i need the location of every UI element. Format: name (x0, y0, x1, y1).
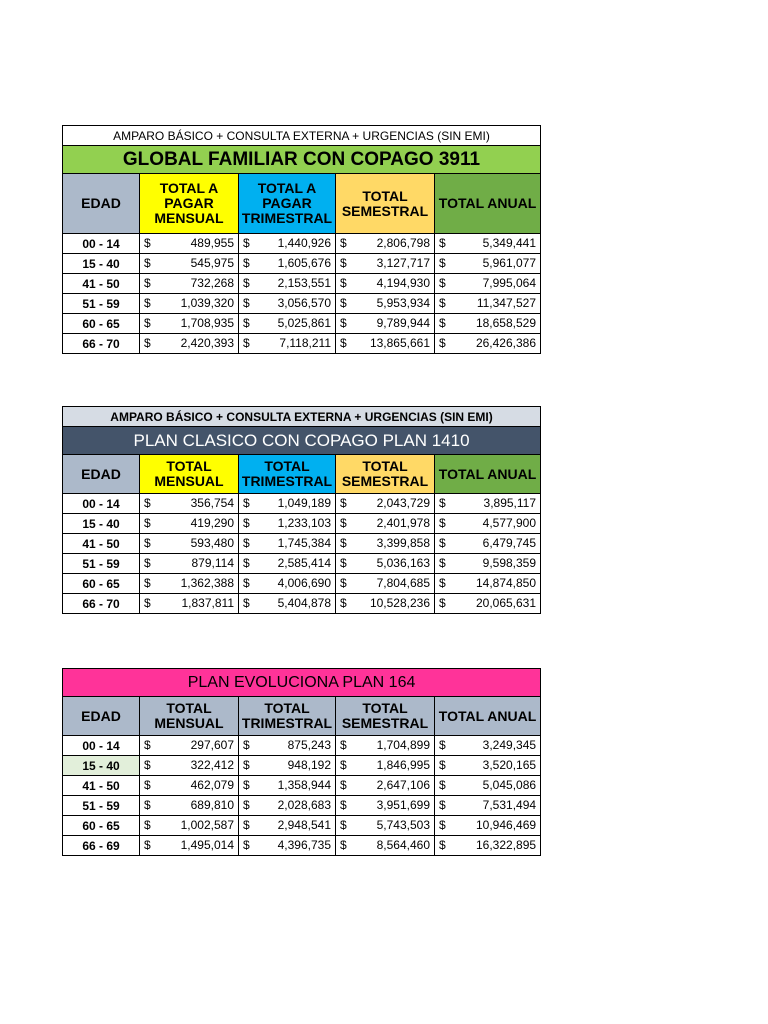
trimestral-cell (239, 514, 336, 534)
table-row (63, 314, 541, 334)
trimestral-cell (239, 756, 336, 776)
anual-value: 6,479,745 (482, 536, 537, 550)
currency-symbol: $ (243, 838, 250, 852)
trimestral-value: 1,745,384 (277, 536, 331, 550)
anual-cell (435, 294, 541, 314)
currency-symbol: $ (439, 236, 446, 250)
currency-symbol: $ (340, 576, 347, 590)
mensual-value: 1,708,935 (180, 316, 234, 330)
age-range-cell: 51 - 59 (63, 796, 140, 816)
anual-cell (435, 796, 541, 816)
mensual-value: 879,114 (191, 556, 234, 570)
currency-symbol: $ (144, 496, 151, 510)
header-mensual: TOTAL MENSUAL (140, 697, 239, 736)
currency-symbol: $ (340, 516, 347, 530)
currency-symbol: $ (243, 778, 250, 792)
anual-value: 5,045,086 (482, 778, 537, 792)
header-trimestral: TOTAL A PAGAR TRIMESTRAL (239, 174, 336, 234)
table-row (63, 796, 541, 816)
currency-symbol: $ (243, 516, 250, 530)
mensual-value: 689,810 (190, 798, 234, 812)
mensual-cell (140, 776, 239, 796)
table-row (63, 816, 541, 836)
trimestral-cell (239, 836, 336, 856)
mensual-cell (140, 796, 239, 816)
mensual-value: 1,039,320 (180, 296, 234, 310)
age-range-cell: 51 - 59 (63, 554, 140, 574)
header-anual: TOTAL ANUAL (435, 697, 541, 736)
age-range-cell: 15 - 40 (63, 514, 140, 534)
currency-symbol: $ (243, 536, 250, 550)
trimestral-value: 2,585,414 (277, 556, 331, 570)
mensual-cell (140, 494, 239, 514)
header-edad: EDAD (63, 455, 140, 494)
table-row (63, 554, 541, 574)
anual-value: 4,577,900 (482, 516, 537, 530)
currency-symbol: $ (439, 576, 446, 590)
currency-symbol: $ (243, 798, 250, 812)
mensual-value: 1,837,811 (181, 596, 234, 610)
header-trimestral: TOTAL TRIMESTRAL (239, 697, 336, 736)
mensual-value: 322,412 (190, 758, 234, 772)
table-row (63, 494, 541, 514)
anual-value: 20,065,631 (475, 596, 537, 610)
mensual-cell (140, 756, 239, 776)
anual-value: 3,520,165 (482, 758, 537, 772)
trimestral-value: 2,948,541 (277, 818, 331, 832)
semestral-cell (336, 594, 435, 614)
semestral-cell (336, 294, 435, 314)
table-row (63, 254, 541, 274)
mensual-cell (140, 554, 239, 574)
anual-cell (435, 274, 541, 294)
currency-symbol: $ (340, 758, 347, 772)
currency-symbol: $ (243, 576, 250, 590)
table-body (63, 736, 541, 856)
age-range-cell: 00 - 14 (63, 234, 140, 254)
trimestral-cell (239, 274, 336, 294)
currency-symbol: $ (340, 296, 347, 310)
anual-value: 18,658,529 (475, 316, 537, 330)
currency-symbol: $ (340, 276, 347, 290)
age-range-cell: 41 - 50 (63, 534, 140, 554)
mensual-cell (140, 574, 239, 594)
header-mensual: TOTAL A PAGAR MENSUAL (140, 174, 239, 234)
currency-symbol: $ (340, 596, 347, 610)
anual-value: 3,895,117 (483, 496, 537, 510)
semestral-value: 5,036,163 (376, 556, 430, 570)
semestral-cell (336, 736, 435, 756)
mensual-value: 489,955 (190, 236, 234, 250)
mensual-cell (140, 816, 239, 836)
currency-symbol: $ (340, 496, 347, 510)
plan-title: PLAN EVOLUCIONA PLAN 164 (63, 669, 541, 697)
currency-symbol: $ (144, 778, 151, 792)
plan-evoluciona-block (62, 668, 540, 856)
currency-symbol: $ (439, 778, 446, 792)
semestral-value: 3,127,717 (376, 256, 430, 270)
age-range-cell: 00 - 14 (63, 494, 140, 514)
semestral-value: 8,564,460 (376, 838, 430, 852)
currency-symbol: $ (243, 596, 250, 610)
semestral-value: 2,401,978 (376, 516, 430, 530)
mensual-cell (140, 334, 239, 354)
age-range-cell: 00 - 14 (63, 736, 140, 756)
currency-symbol: $ (340, 556, 347, 570)
trimestral-value: 948,192 (287, 758, 331, 772)
trimestral-cell (239, 254, 336, 274)
currency-symbol: $ (439, 758, 446, 772)
header-edad: EDAD (63, 174, 140, 234)
semestral-value: 9,789,944 (376, 316, 430, 330)
anual-cell (435, 314, 541, 334)
trimestral-value: 2,028,683 (277, 798, 331, 812)
plan-subtitle: AMPARO BÁSICO + CONSULTA EXTERNA + URGENCIAS (SIN EMI) (63, 126, 541, 146)
semestral-cell (336, 776, 435, 796)
currency-symbol: $ (243, 496, 250, 510)
table-row (63, 736, 541, 756)
table-header-row (63, 697, 541, 736)
currency-symbol: $ (144, 276, 151, 290)
currency-symbol: $ (243, 556, 250, 570)
mensual-value: 1,495,014 (180, 838, 234, 852)
currency-symbol: $ (340, 336, 347, 350)
semestral-cell (336, 796, 435, 816)
currency-symbol: $ (340, 818, 347, 832)
table-row (63, 836, 541, 856)
anual-value: 10,946,469 (476, 818, 537, 832)
anual-value: 3,249,345 (482, 738, 537, 752)
semestral-value: 13,865,661 (369, 336, 430, 350)
age-range-cell: 15 - 40 (63, 756, 140, 776)
currency-symbol: $ (144, 316, 151, 330)
anual-cell (435, 534, 541, 554)
age-range-cell: 66 - 70 (63, 334, 140, 354)
currency-symbol: $ (439, 516, 446, 530)
plan-subtitle: AMPARO BÁSICO + CONSULTA EXTERNA + URGENCIAS (SIN EMI) (63, 407, 541, 427)
anual-value: 14,874,850 (475, 576, 537, 590)
anual-value: 5,961,077 (482, 256, 537, 270)
age-range-cell: 15 - 40 (63, 254, 140, 274)
table-row (63, 534, 541, 554)
currency-symbol: $ (439, 316, 446, 330)
mensual-cell (140, 294, 239, 314)
table-row (63, 274, 541, 294)
semestral-value: 1,704,899 (376, 738, 430, 752)
header-mensual: TOTAL MENSUAL (140, 455, 239, 494)
semestral-value: 4,194,930 (376, 276, 430, 290)
trimestral-cell (239, 294, 336, 314)
trimestral-cell (239, 574, 336, 594)
semestral-value: 7,804,685 (376, 576, 430, 590)
mensual-value: 2,420,393 (180, 336, 234, 350)
currency-symbol: $ (243, 256, 250, 270)
table-header-row (63, 174, 541, 234)
anual-value: 16,322,895 (476, 838, 537, 852)
trimestral-cell (239, 816, 336, 836)
semestral-cell (336, 534, 435, 554)
plan-global-familiar-block (62, 125, 540, 354)
age-range-cell: 60 - 65 (63, 314, 140, 334)
anual-cell (435, 816, 541, 836)
currency-symbol: $ (439, 556, 446, 570)
currency-symbol: $ (144, 576, 151, 590)
currency-symbol: $ (439, 738, 446, 752)
semestral-cell (336, 554, 435, 574)
mensual-cell (140, 736, 239, 756)
table-body (63, 234, 541, 354)
age-range-cell: 60 - 65 (63, 816, 140, 836)
mensual-value: 297,607 (190, 738, 234, 752)
trimestral-cell (239, 554, 336, 574)
mensual-cell (140, 514, 239, 534)
mensual-value: 462,079 (190, 778, 234, 792)
anual-value: 7,531,494 (482, 798, 537, 812)
plan-title: GLOBAL FAMILIAR CON COPAGO 3911 (63, 146, 541, 174)
semestral-value: 3,399,858 (376, 536, 430, 550)
currency-symbol: $ (144, 516, 151, 530)
semestral-cell (336, 234, 435, 254)
trimestral-cell (239, 796, 336, 816)
semestral-cell (336, 254, 435, 274)
currency-symbol: $ (144, 758, 151, 772)
currency-symbol: $ (144, 336, 151, 350)
anual-cell (435, 254, 541, 274)
header-semestral: TOTAL SEMESTRAL (336, 174, 435, 234)
semestral-value: 5,743,503 (376, 818, 430, 832)
trimestral-cell (239, 314, 336, 334)
mensual-value: 1,002,587 (180, 818, 234, 832)
trimestral-value: 1,049,189 (277, 496, 331, 510)
anual-value: 5,349,441 (482, 236, 537, 250)
age-range-cell: 66 - 69 (63, 836, 140, 856)
mensual-cell (140, 836, 239, 856)
anual-cell (435, 776, 541, 796)
anual-cell (435, 836, 541, 856)
trimestral-cell (239, 234, 336, 254)
currency-symbol: $ (243, 758, 250, 772)
semestral-value: 2,647,106 (376, 778, 430, 792)
currency-symbol: $ (144, 596, 151, 610)
currency-symbol: $ (439, 536, 446, 550)
mensual-value: 356,754 (190, 496, 234, 510)
trimestral-value: 5,025,861 (277, 316, 331, 330)
mensual-value: 545,975 (190, 256, 234, 270)
mensual-cell (140, 234, 239, 254)
currency-symbol: $ (439, 256, 446, 270)
currency-symbol: $ (144, 256, 151, 270)
semestral-cell (336, 514, 435, 534)
semestral-cell (336, 314, 435, 334)
anual-cell (435, 574, 541, 594)
table-row (63, 334, 541, 354)
semestral-value: 5,953,934 (376, 296, 430, 310)
trimestral-cell (239, 334, 336, 354)
mensual-value: 732,268 (190, 276, 234, 290)
mensual-cell (140, 594, 239, 614)
semestral-value: 10,528,236 (369, 596, 430, 610)
table-header-row (63, 455, 541, 494)
anual-cell (435, 554, 541, 574)
currency-symbol: $ (340, 778, 347, 792)
anual-cell (435, 494, 541, 514)
currency-symbol: $ (439, 336, 446, 350)
anual-cell (435, 736, 541, 756)
age-range-cell: 41 - 50 (63, 776, 140, 796)
trimestral-value: 5,404,878 (277, 596, 331, 610)
mensual-value: 1,362,388 (180, 576, 234, 590)
semestral-cell (336, 756, 435, 776)
trimestral-cell (239, 736, 336, 756)
currency-symbol: $ (439, 818, 446, 832)
currency-symbol: $ (144, 556, 151, 570)
anual-value: 7,995,064 (482, 276, 537, 290)
currency-symbol: $ (144, 838, 151, 852)
plan-table (62, 406, 541, 614)
trimestral-cell (239, 494, 336, 514)
anual-cell (435, 234, 541, 254)
plan-clasico-block (62, 406, 540, 614)
currency-symbol: $ (144, 236, 151, 250)
trimestral-value: 1,358,944 (277, 778, 331, 792)
currency-symbol: $ (439, 798, 446, 812)
trimestral-cell (239, 534, 336, 554)
trimestral-value: 4,396,735 (277, 838, 331, 852)
table-row (63, 756, 541, 776)
trimestral-value: 875,243 (287, 738, 331, 752)
currency-symbol: $ (243, 296, 250, 310)
semestral-value: 3,951,699 (376, 798, 430, 812)
trimestral-cell (239, 776, 336, 796)
currency-symbol: $ (144, 296, 151, 310)
anual-value: 9,598,359 (482, 556, 537, 570)
currency-symbol: $ (243, 818, 250, 832)
table-body (63, 494, 541, 614)
currency-symbol: $ (340, 256, 347, 270)
semestral-cell (336, 816, 435, 836)
currency-symbol: $ (243, 276, 250, 290)
header-anual: TOTAL ANUAL (435, 455, 541, 494)
header-anual: TOTAL ANUAL (435, 174, 541, 234)
plan-table (62, 125, 541, 354)
mensual-value: 593,480 (190, 536, 234, 550)
semestral-cell (336, 836, 435, 856)
semestral-value: 2,806,798 (376, 236, 430, 250)
currency-symbol: $ (439, 838, 446, 852)
semestral-cell (336, 334, 435, 354)
semestral-value: 2,043,729 (376, 496, 430, 510)
trimestral-value: 1,605,676 (277, 256, 331, 270)
currency-symbol: $ (439, 296, 446, 310)
currency-symbol: $ (243, 336, 250, 350)
header-edad: EDAD (63, 697, 140, 736)
semestral-cell (336, 494, 435, 514)
plan-table (62, 668, 541, 856)
table-row (63, 776, 541, 796)
mensual-cell (140, 314, 239, 334)
currency-symbol: $ (340, 316, 347, 330)
mensual-cell (140, 274, 239, 294)
anual-value: 26,426,386 (475, 336, 537, 350)
currency-symbol: $ (340, 738, 347, 752)
semestral-cell (336, 574, 435, 594)
currency-symbol: $ (340, 838, 347, 852)
currency-symbol: $ (144, 818, 151, 832)
mensual-cell (140, 254, 239, 274)
mensual-cell (140, 534, 239, 554)
currency-symbol: $ (439, 496, 446, 510)
trimestral-value: 7,118,211 (279, 336, 331, 350)
header-trimestral: TOTAL TRIMESTRAL (239, 455, 336, 494)
anual-cell (435, 334, 541, 354)
header-semestral: TOTAL SEMESTRAL (336, 455, 435, 494)
trimestral-value: 2,153,551 (277, 276, 331, 290)
age-range-cell: 51 - 59 (63, 294, 140, 314)
trimestral-value: 1,233,103 (277, 516, 331, 530)
currency-symbol: $ (144, 798, 151, 812)
currency-symbol: $ (439, 276, 446, 290)
table-row (63, 574, 541, 594)
currency-symbol: $ (243, 236, 250, 250)
table-row (63, 594, 541, 614)
table-row (63, 514, 541, 534)
table-row (63, 294, 541, 314)
anual-cell (435, 594, 541, 614)
currency-symbol: $ (439, 596, 446, 610)
trimestral-value: 4,006,690 (277, 576, 331, 590)
anual-value: 11,347,527 (476, 296, 537, 310)
currency-symbol: $ (243, 738, 250, 752)
semestral-value: 1,846,995 (376, 758, 430, 772)
trimestral-value: 1,440,926 (277, 236, 331, 250)
currency-symbol: $ (340, 798, 347, 812)
table-row (63, 234, 541, 254)
trimestral-cell (239, 594, 336, 614)
anual-cell (435, 514, 541, 534)
age-range-cell: 66 - 70 (63, 594, 140, 614)
currency-symbol: $ (340, 236, 347, 250)
plan-title: PLAN CLASICO CON COPAGO PLAN 1410 (63, 427, 541, 455)
age-range-cell: 60 - 65 (63, 574, 140, 594)
anual-cell (435, 756, 541, 776)
currency-symbol: $ (243, 316, 250, 330)
currency-symbol: $ (144, 536, 151, 550)
header-semestral: TOTAL SEMESTRAL (336, 697, 435, 736)
currency-symbol: $ (144, 738, 151, 752)
semestral-cell (336, 274, 435, 294)
mensual-value: 419,290 (190, 516, 234, 530)
age-range-cell: 41 - 50 (63, 274, 140, 294)
trimestral-value: 3,056,570 (277, 296, 331, 310)
currency-symbol: $ (340, 536, 347, 550)
